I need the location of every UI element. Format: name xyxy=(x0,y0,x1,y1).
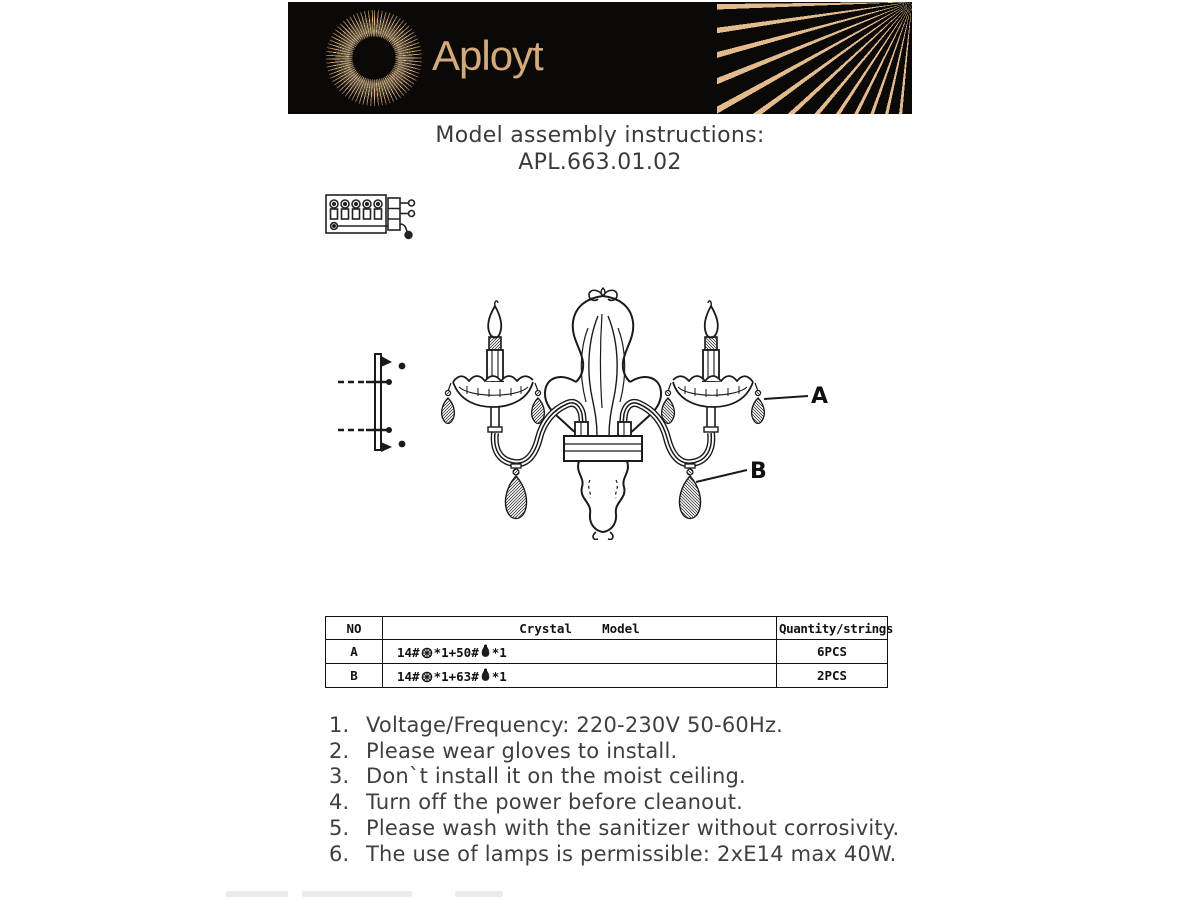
item-text: The use of lamps is permissible: 2xE14 max 40W. xyxy=(366,841,897,866)
row-qty: 2PCS xyxy=(777,664,888,688)
item-number: 5. xyxy=(329,815,350,840)
page-title: Model assembly instructions: xyxy=(435,123,765,148)
mount-bracket-side-view xyxy=(338,354,405,452)
instructions-list xyxy=(329,713,899,867)
lamp-arm-assembly xyxy=(442,301,583,519)
drop-icon xyxy=(480,668,491,683)
row-no: A xyxy=(326,640,383,664)
label-b: B xyxy=(750,459,767,484)
list-item xyxy=(329,816,899,842)
model-number: APL.663.01.02 xyxy=(518,150,682,175)
col-header-model: Crystal Model xyxy=(383,617,777,640)
item-text: Turn off the power before cleanout. xyxy=(366,790,744,815)
row-no: B xyxy=(326,664,383,688)
crystal-parts-table xyxy=(325,616,894,688)
cutoff-artifact xyxy=(455,891,503,897)
list-item xyxy=(329,713,899,739)
row-model: 14# *1+50# *1 xyxy=(383,640,777,664)
crystal-drop-small xyxy=(442,383,455,424)
row-qty: 6PCS xyxy=(777,640,888,664)
decorative-rays-icon xyxy=(717,2,912,114)
list-item xyxy=(329,764,899,790)
cutoff-artifact xyxy=(226,891,288,897)
col-header-qty: Quantity/strings xyxy=(777,617,888,640)
item-number: 4. xyxy=(329,790,350,815)
row-model: 14# *1+63# *1 xyxy=(383,664,777,688)
item-number: 3. xyxy=(329,764,350,789)
bead-icon xyxy=(421,647,433,659)
terminal-block-diagram xyxy=(322,186,418,242)
item-text: Please wash with the sanitizer without corrosivity. xyxy=(366,815,900,840)
col-header-no: NO xyxy=(326,617,383,640)
cutoff-artifact xyxy=(302,891,412,897)
list-item xyxy=(329,790,899,816)
item-number: 1. xyxy=(329,713,350,737)
crystal-pendant-large xyxy=(505,464,526,519)
drop-icon xyxy=(480,644,491,659)
label-a: A xyxy=(811,384,829,409)
crystal-drop-small xyxy=(532,383,545,424)
table-row xyxy=(326,664,888,688)
item-number: 6. xyxy=(329,841,350,866)
sconce-assembly-drawing xyxy=(330,280,830,540)
list-item xyxy=(329,842,899,868)
bead-icon xyxy=(421,671,433,683)
brand-banner xyxy=(288,2,912,114)
item-number: 2. xyxy=(329,738,350,763)
backplate-ornament xyxy=(545,288,661,436)
list-item xyxy=(329,739,899,765)
item-text: Please wear gloves to install. xyxy=(366,738,678,763)
center-body xyxy=(564,422,642,539)
item-text: Don`t install it on the moist ceiling. xyxy=(366,764,746,789)
table-row xyxy=(326,640,888,664)
item-text: Voltage/Frequency: 220-230V 50-60Hz. xyxy=(366,713,784,737)
sunburst-logo-icon xyxy=(326,10,422,106)
brand-name: Aployt xyxy=(432,32,543,79)
